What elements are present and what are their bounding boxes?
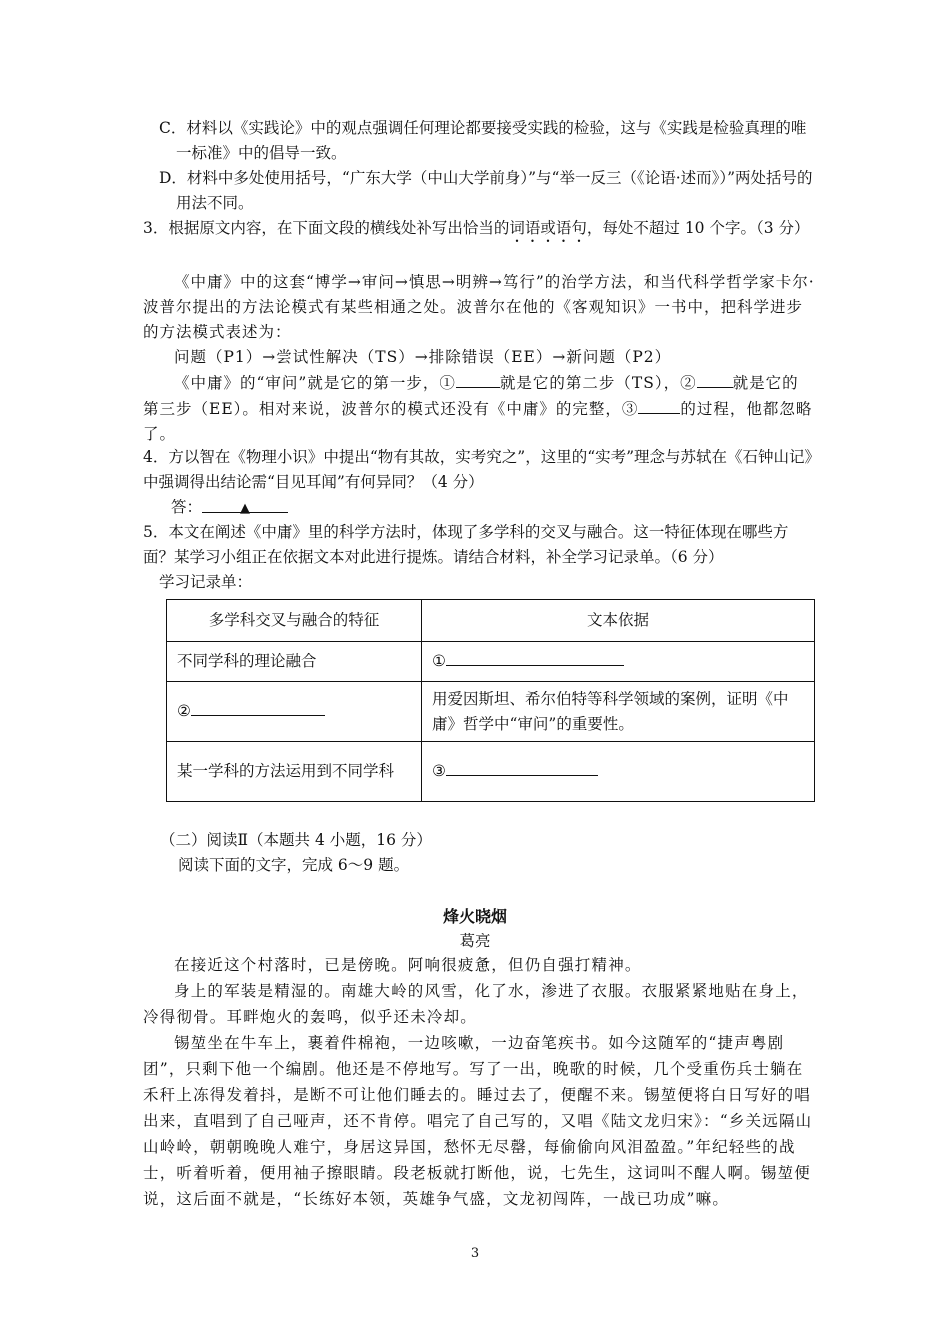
story-paragraph: 在接近这个村落时，已是傍晚。阿响很疲惫，但仍自强打精神。: [174, 956, 642, 974]
fill-blank-table-2[interactable]: [191, 699, 325, 716]
q3-passage-model: 问题（P1）→尝试性解决（TS）→排除错误（EE）→新问题（P2）: [174, 348, 672, 366]
story-title: 烽火晓烟: [442, 907, 507, 926]
table-row: [167, 682, 815, 742]
answer-line[interactable]: [202, 495, 288, 516]
table-row: [167, 642, 815, 682]
story-body: [143, 952, 815, 1212]
page-number: 3: [470, 1246, 480, 1261]
story-paragraph: 身上的军装是精湿的。南雄大岭的风雪，化了水，渗进了衣服。衣服紧紧地贴在身上，冷得彻骨。耳畔炮火的轰鸣，似乎还未冷却。: [143, 982, 809, 1026]
q2-option-c: C．材料以《实践论》中的观点强调任何理论都要接受实践的检验，这与《实践是检验真理的唯一标准》中的倡导一致。: [159, 119, 807, 162]
story-paragraph: 锡堃坐在牛车上，裹着件棉袍，一边咳嗽，一边奋笔疾书。如今这随军的“捷声粤剧团”，只剩下他一个编剧。他还是不停地写。写了一出，晚歌的时候，几个受重伤兵士躺在禾秆上冻得发着抖，是断不可让他们睡去的。睡过去了，便醒不来。锡堃便将白日写好的唱出来，直唱到了自己哑声，还不肯停。唱完了自己写的，又唱《陆文龙归宋》：“乡关远隔山山岭岭，朝朝晚晚人难宁，身居这异国，愁怀无尽罄，每偷偷向风泪盈盈。”年纪轻些的战士，听着听着，便用袖子擦眼睛。段老板就打断他，说，七先生，这词叫不醒人啊。锡堃便说，这后面不就是，“长练好本领，英雄争气盛，文龙初闯阵，一战已功成”嘛。: [143, 1034, 813, 1208]
fill-blank-table-1[interactable]: [446, 649, 624, 666]
table-header: 文本依据: [422, 600, 815, 642]
q5-stem: 5．本文在阐述《中庸》里的科学方法时，体现了多学科的交叉与融合。这一特征体现在哪些方面？某学习小组正在依据文本对此进行提炼。请结合材料，补全学习记录单。（6 分）: [143, 523, 789, 566]
section-heading: （二）阅读Ⅱ（本题共 4 小题，16 分）: [160, 831, 432, 849]
table-cell-basis[interactable]: ①: [422, 642, 815, 682]
section-instruction: 阅读下面的文字，完成 6～9 题。: [178, 856, 410, 874]
table-header-row: [167, 600, 815, 642]
table-cell-basis[interactable]: ③: [422, 742, 815, 802]
table-row: [167, 742, 815, 802]
table-cell-feature[interactable]: ②: [167, 682, 422, 742]
triangle-marker-icon: ▲: [240, 501, 251, 516]
record-label: 学习记录单：: [159, 573, 253, 591]
q3-passage-1: 《中庸》中的这套“博学→审问→慎思→明辨→笃行”的治学方法，和当代科学哲学家卡尔·波普尔提出的方法论模式有某些相通之处。波普尔在他的《客观知识》一书中，把科学进步的方法模式表述为：: [143, 273, 815, 341]
table-cell-feature: 不同学科的理论融合: [167, 642, 422, 682]
q4-stem: 4．方以智在《物理小识》中提出“物有其故，实考究之”，这里的“实考”理念与苏轼在《石钟山记》中强调得出结论需“目见耳闻”有何异同？（4 分）: [143, 448, 813, 491]
q3-passage-3: 《中庸》的“审问”就是它的第一步，① 就是它的第二步（TS），② 就是它的第三步（EE）。相对来说，波普尔的模式还没有《中庸》的完整，③ 的过程，他都忽略了。: [143, 370, 815, 447]
q3-emphasis: 词语或语句: [509, 219, 587, 237]
fill-blank-1[interactable]: [456, 370, 500, 388]
q2-option-d: D．材料中多处使用括号，“广东大学（中山大学前身）”与“举一反三（《论语·述而》）”两处括号的用法不同。: [159, 169, 813, 212]
table-header: 多学科交叉与融合的特征: [167, 600, 422, 642]
story-author: 葛亮: [459, 932, 491, 950]
fill-blank-3[interactable]: [638, 396, 680, 414]
table-cell-feature: 某一学科的方法运用到不同学科: [167, 742, 422, 802]
q4-answer: 答： ▲: [143, 495, 815, 520]
record-table: [166, 599, 815, 802]
table-cell-basis: 用爱因斯坦、希尔伯特等科学领域的案例，证明《中庸》哲学中“审问”的重要性。: [422, 682, 815, 742]
fill-blank-table-3[interactable]: [446, 759, 598, 776]
q3-stem: 3．根据原文内容，在下面文段的横线处补写出恰当的词语或语句，每处不超过 10 个字。（3 分）: [143, 219, 810, 237]
fill-blank-2[interactable]: [697, 370, 733, 388]
